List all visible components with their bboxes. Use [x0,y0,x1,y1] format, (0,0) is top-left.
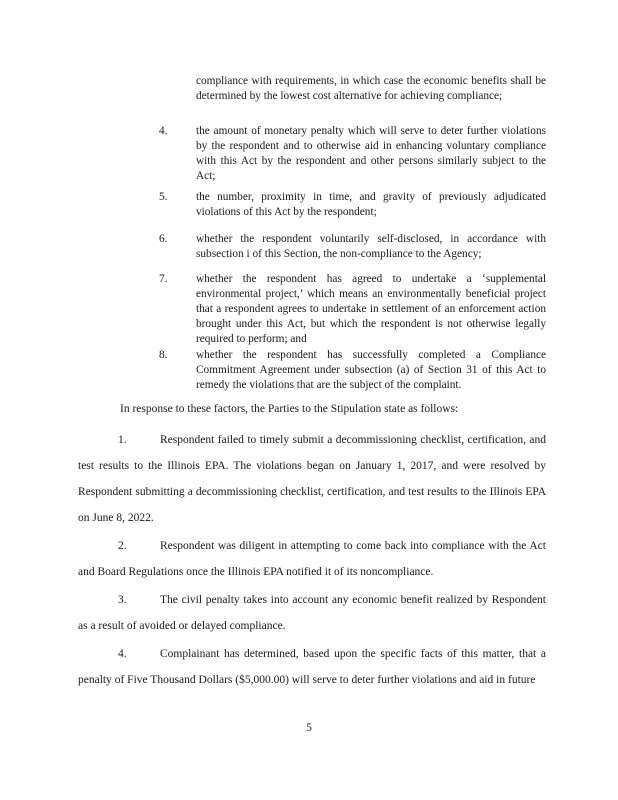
factor-number: 7. [159,273,168,285]
factor-text: whether the respondent has successfully completed a Compliance Commitment Agreement under subsection (a) of Section 31 of this Act to remedy the violations that are the subject of the complaint. [196,349,546,391]
stipulation-paragraph-2 [78,533,546,585]
stipulation-paragraph-4 [78,641,546,693]
factor-text: whether the respondent voluntarily self-disclosed, in accordance with subsection i of this Section, the non-compliance to the Agency; [196,233,546,260]
paragraph-text: Respondent was diligent in attempting to come back into compliance with the Act and Board Regulations once the Illinois EPA notified it of its noncompliance. [78,540,546,578]
factor-number: 6. [159,233,168,245]
factor-number: 4. [159,125,168,137]
paragraph-text: Complainant has determined, based upon the specific facts of this matter, that a penalty of Five Thousand Dollars ($5,000.00) will serve to deter further violations and aid in future [78,648,546,686]
factor-text: whether the respondent has agreed to undertake a ‘supplemental environmental project,’ which means an environmentally beneficial project that a respondent agrees to undertake in settlement of an enforcement action brought under this Act, but which the respondent is not otherwise legally required to perform; and [196,273,546,345]
paragraph-text: The civil penalty takes into account any economic benefit realized by Respondent as a result of avoided or delayed compliance. [78,594,546,632]
intro-sentence: In response to these factors, the Parties to the Stipulation state as follows: [120,403,459,415]
stipulation-paragraph-1 [78,427,546,531]
paragraph-text: Respondent failed to timely submit a decommissioning checklist, certification, and test results to the Illinois EPA. The violations began on January 1, 2017, and were resolved by Respondent submitting a decommissioning checklist, certification, and test results to the Illinois EPA on June 8, 2022. [78,434,546,524]
factor-text: the amount of monetary penalty which will serve to deter further violations by the respondent and to otherwise aid in enhancing voluntary compliance with this Act by the respondent and other persons similarly subject to the Act; [196,125,546,182]
factor-number: 8. [159,349,168,361]
stipulation-paragraph-3 [78,587,546,639]
paragraph-number: 2. [118,540,127,552]
page-number: 5 [306,722,312,734]
paragraph-number: 3. [118,594,127,606]
factor-text: the number, proximity in time, and gravity of previously adjudicated violations of this Act by the respondent; [196,191,546,218]
paragraph-number: 4. [118,648,127,660]
factor-number: 5. [159,191,168,203]
factor-3-continuation: compliance with requirements, in which case the economic benefits shall be determined by the lowest cost alternative for achieving compliance; [196,75,546,102]
paragraph-number: 1. [118,434,127,446]
